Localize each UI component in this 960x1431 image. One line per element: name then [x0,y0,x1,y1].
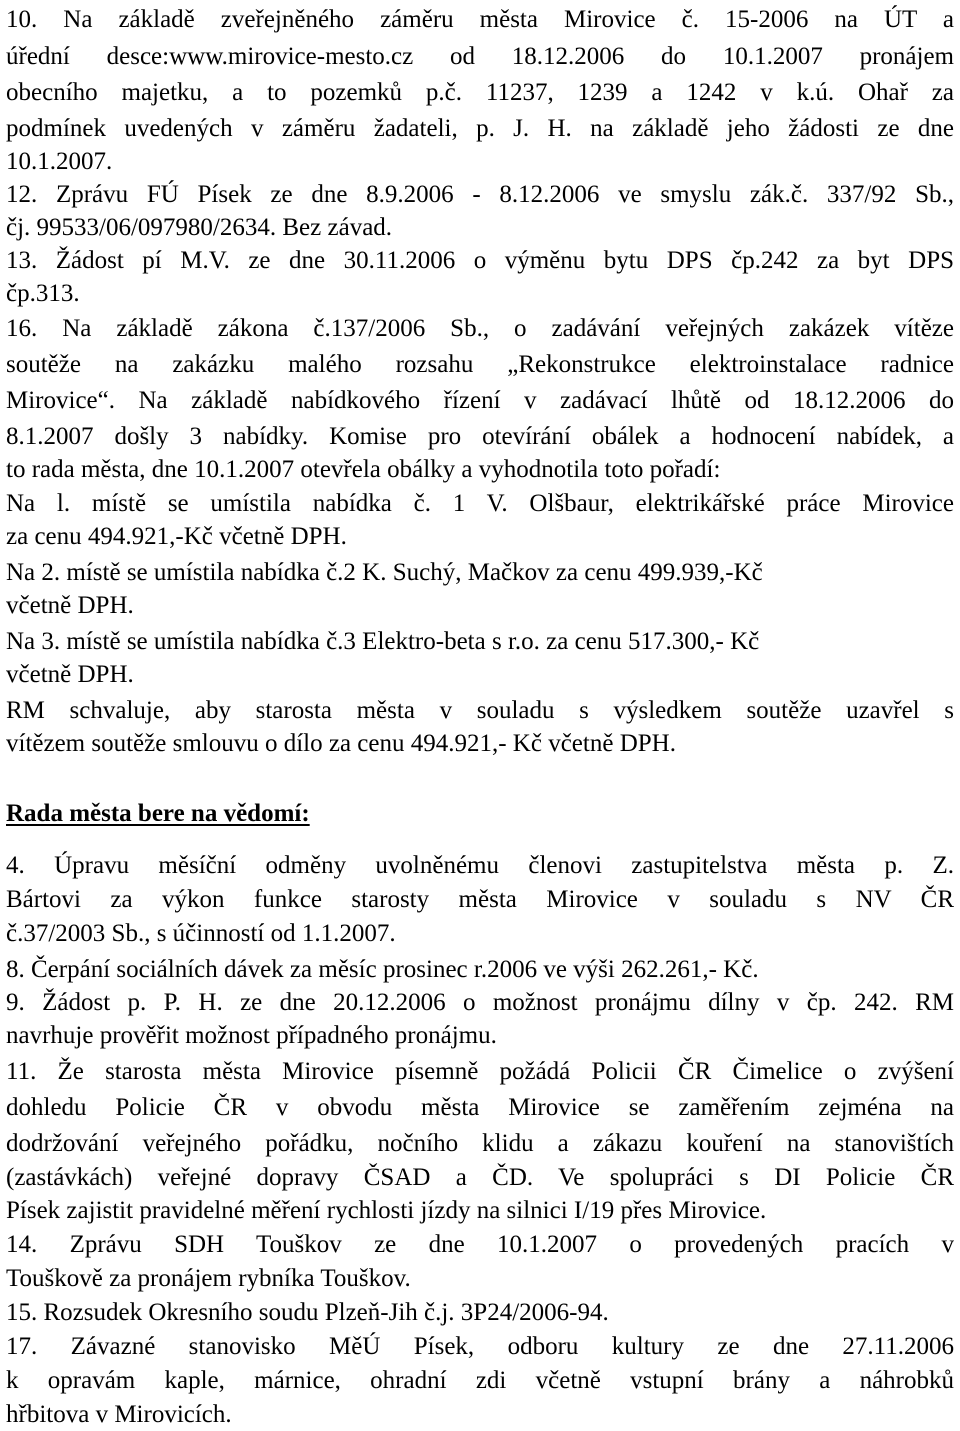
text-line: Bártovi za výkon funkce starosty města Mirovice v souladu s NV ČR [6,886,954,913]
text-line: za cenu 494.921,-Kč včetně DPH. [6,523,347,550]
text-line: 9. Žádost p. P. H. ze dne 20.12.2006 o možnost pronájmu dílny v čp. 242. RM [6,989,954,1016]
text-line: dohledu Policie ČR v obvodu města Mirovice se zaměřením zejména na [6,1094,954,1121]
text-line: 8. Čerpání sociálních dávek za měsíc prosinec r.2006 ve výši 262.261,- Kč. [6,956,759,983]
text-line: 4. Úpravu měsíční odměny uvolněnému členovi zastupitelstva města p. Z. [6,852,954,879]
text-line: hřbitova v Mirovicích. [6,1401,232,1428]
text-line: 15. Rozsudek Okresního soudu Plzeň-Jih č.j. 3P24/2006-94. [6,1299,609,1326]
text-line: 10.1.2007. [6,148,113,175]
text-line: 16. Na základě zákona č.137/2006 Sb., o zadávání veřejných zakázek vítěze [6,315,954,342]
text-line: soutěže na zakázku malého rozsahu „Rekonstrukce elektroinstalace radnice [6,351,954,378]
text-line: podmínek uvedených v záměru žadateli, p. J. H. na základě jeho žádosti ze dne [6,115,954,142]
text-line: obecního majetku, a to pozemků p.č. 11237, 1239 a 1242 v k.ú. Ohař za [6,79,954,106]
text-line: dodržování veřejného pořádku, nočního klidu a zákazu kouření na stanovištích [6,1130,954,1157]
text-line: čj. 99533/06/097980/2634. Bez závad. [6,214,393,241]
text-line: vítězem soutěže smlouvu o dílo za cenu 494.921,- Kč včetně DPH. [6,730,676,757]
text-line: 14. Zprávu SDH Touškov ze dne 10.1.2007 o provedených pracích v [6,1231,954,1258]
text-line: 17. Závazné stanovisko MěÚ Písek, odboru kultury ze dne 27.11.2006 [6,1333,954,1360]
text-line: 12. Zprávu FÚ Písek ze dne 8.9.2006 - 8.12.2006 ve smyslu zák.č. 337/92 Sb., [6,181,954,208]
text-line: čp.313. [6,280,80,307]
text-line: Na 2. místě se umístila nabídka č.2 K. Suchý, Mačkov za cenu 499.939,-Kč [6,559,763,586]
text-line: Mirovice“. Na základě nabídkového řízení v zadávací lhůtě od 18.12.2006 do [6,387,954,414]
text-line: včetně DPH. [6,592,134,619]
section-heading: Rada města bere na vědomí: [6,800,310,827]
text-line: 8.1.2007 došly 3 nabídky. Komise pro otevírání obálek a hodnocení nabídek, a [6,423,954,450]
text-line: včetně DPH. [6,661,134,688]
text-line: to rada města, dne 10.1.2007 otevřela obálky a vyhodnotila toto pořadí: [6,456,721,483]
text-line: 11. Že starosta města Mirovice písemně požádá Policii ČR Čimelice o zvýšení [6,1058,954,1085]
text-line: úřední desce:www.mirovice-mesto.cz od 18.12.2006 do 10.1.2007 pronájem [6,43,954,70]
text-line: k opravám kaple, márnice, ohradní zdi včetně vstupní brány a náhrobků [6,1367,954,1394]
text-line: (zastávkách) veřejné dopravy ČSAD a ČD. Ve spolupráci s DI Policie ČR [6,1164,954,1191]
text-line: Na 3. místě se umístila nabídka č.3 Elektro-beta s r.o. za cenu 517.300,- Kč [6,628,760,655]
text-line: navrhuje prověřit možnost případného pronájmu. [6,1022,497,1049]
text-line: 10. Na základě zveřejněného záměru města Mirovice č. 15-2006 na ÚT a [6,6,954,33]
text-line: č.37/2003 Sb., s účinností od 1.1.2007. [6,920,396,947]
text-line: Písek zajistit pravidelné měření rychlosti jízdy na silnici I/19 přes Mirovice. [6,1197,767,1224]
text-line: 13. Žádost pí M.V. ze dne 30.11.2006 o výměnu bytu DPS čp.242 za byt DPS [6,247,954,274]
text-line: RM schvaluje, aby starosta města v souladu s výsledkem soutěže uzavřel s [6,697,954,724]
text-line: Touškově za pronájem rybníka Touškov. [6,1265,411,1292]
text-line: Na l. místě se umístila nabídka č. 1 V. Olšbaur, elektrikářské práce Mirovice [6,490,954,517]
